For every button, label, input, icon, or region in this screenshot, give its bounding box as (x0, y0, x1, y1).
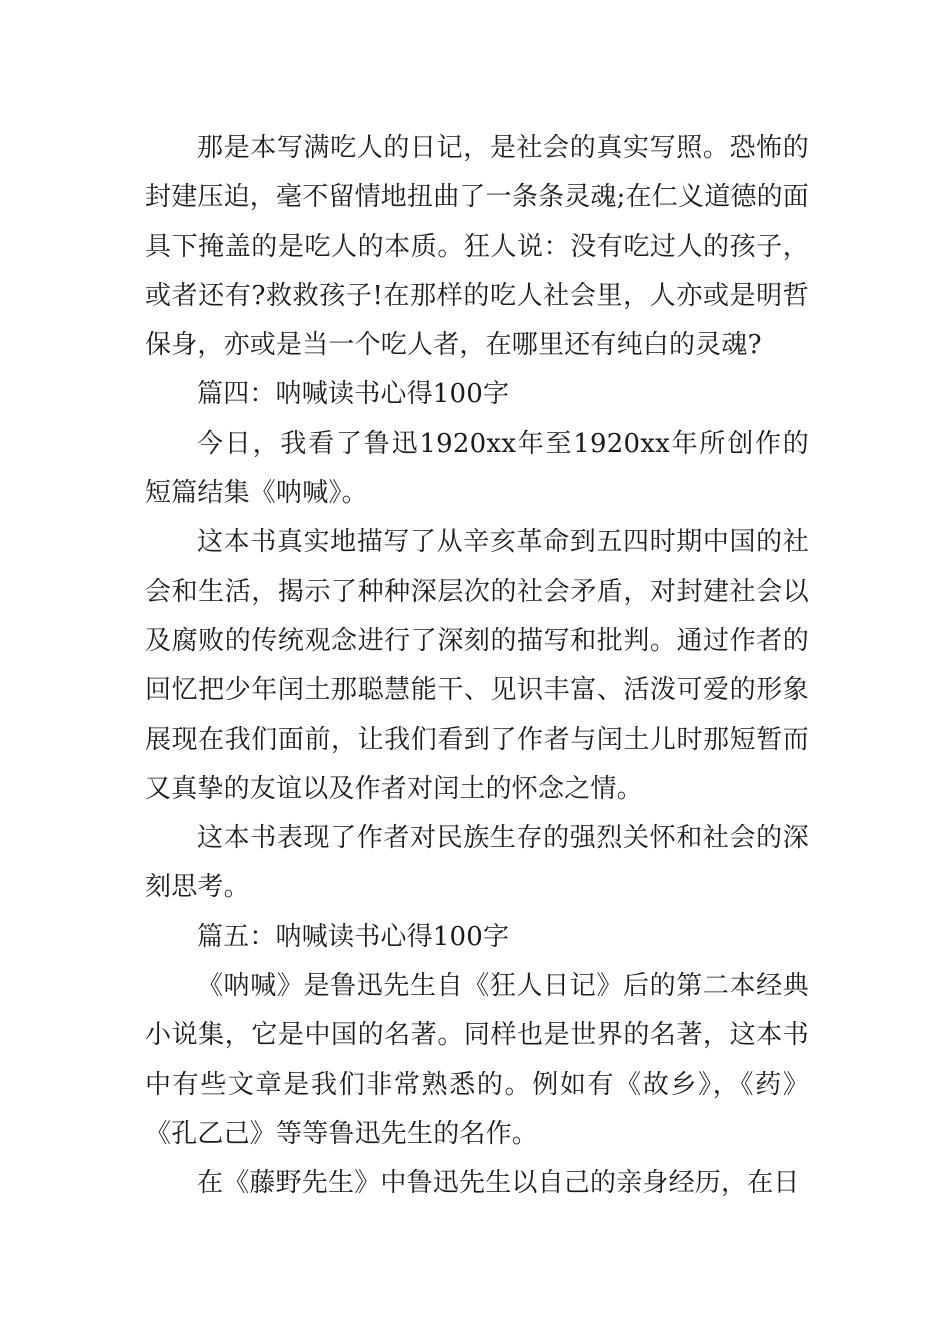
section-heading-5: 篇五：呐喊读书心得100字 (197, 921, 510, 952)
paragraph-4: 这本书表现了作者对民族生存的强烈关怀和社会的深刻思考。 (145, 823, 809, 903)
paragraph-6: 在《藤野先生》中鲁迅先生以自己的亲身经历，在日 (197, 1168, 800, 1199)
paragraph-2: 今日，我看了鲁迅1920xx年至1920xx年所创作的短篇结集《呐喊》。 (145, 428, 809, 509)
paragraph-3: 这本书真实地描写了从辛亥革命到五四时期中国的社会和生活，揭示了种种深层次的社会矛盾，对封建社会以及腐败的传统观念进行了深刻的描写和批判。通过作者的回忆把少年闰土那聪慧能干、见识丰富、活泼可爱的形象展现在我们面前，让我们看到了作者与闰土儿时那短暂而又真挚的友谊以及作者对闰土的怀念之情。 (145, 527, 809, 804)
section-heading-4: 篇四：呐喊读书心得100字 (197, 379, 510, 410)
paragraph-1: 那是本写满吃人的日记，是社会的真实写照。恐怖的封建压迫，毫不留情地扭曲了一条条灵魂;在仁义道德的面具下掩盖的是吃人的本质。狂人说：没有吃过人的孩子，或者还有?救救孩子!在那样的吃人社会里，人亦或是明哲保身，亦或是当一个吃人者，在哪里还有纯白的灵魂? (145, 133, 809, 361)
paragraph-5: 《呐喊》是鲁迅先生自《狂人日记》后的第二本经典小说集，它是中国的名著。同样也是世界的名著，这本书中有些文章是我们非常熟悉的。例如有《故乡》，《药》《孔乙己》等等鲁迅先生的名作。 (145, 971, 809, 1149)
document-page (145, 124, 809, 1209)
